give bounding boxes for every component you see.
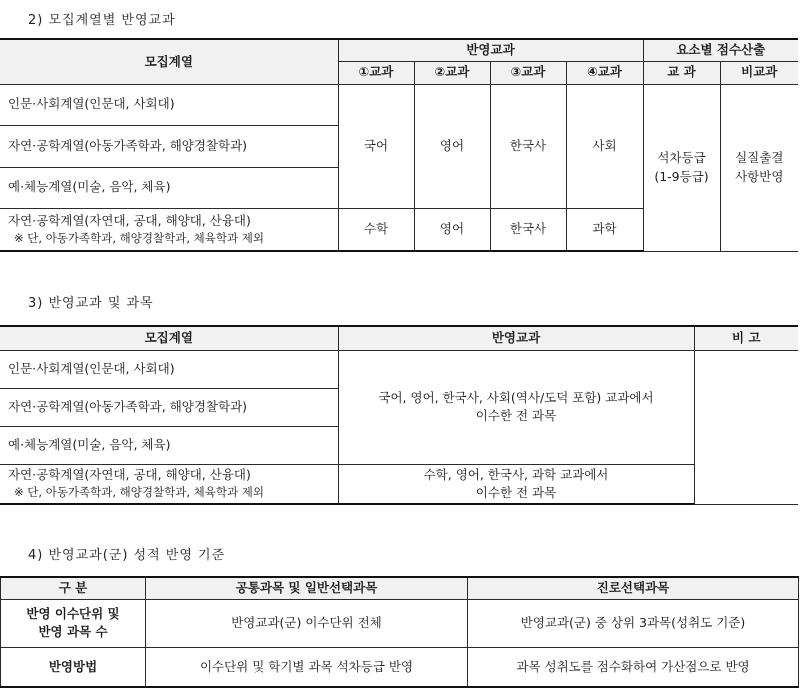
header-non-subject-col: 비교과 <box>720 61 798 84</box>
header-group: 모집계열 <box>0 39 338 84</box>
subject-courses-table <box>0 325 798 505</box>
subject-by-group-table <box>0 38 798 252</box>
section4-title: 4) 반영교과(군) 성적 반영 기준 <box>28 548 226 563</box>
remark-cell <box>694 350 798 504</box>
scoring-subject-line2: (1-9등급) <box>654 168 709 184</box>
group-row-note: ※ 단, 아동가족학과, 해양경찰학과, 체육학과 제외 <box>14 230 264 245</box>
subject-a-2: 영어 <box>414 84 490 208</box>
group-row: 자연·공학계열(아동가족학과, 해양경찰학과) <box>0 125 338 167</box>
scoring-non-subject <box>720 84 798 251</box>
header-subjects: 반영교과 <box>338 326 694 350</box>
group-row: 인문·사회계열(인문대, 사회대) <box>0 84 338 125</box>
header-col3: ③교과 <box>490 61 566 84</box>
section3-title: 3) 반영교과 및 과목 <box>28 296 154 311</box>
header-subject-col: 교 과 <box>643 61 720 84</box>
row-head-units-line2: 반영 과목 수 <box>38 624 108 639</box>
method-career: 과목 성취도를 점수화하여 가산점으로 반영 <box>468 647 799 687</box>
header-col1: ①교과 <box>338 61 414 84</box>
scoring-non-line2: 사항반영 <box>735 168 784 184</box>
group-row-note: ※ 단, 아동가족학과, 해양경찰학과, 체육학과 제외 <box>14 485 264 500</box>
subjects-b <box>338 464 694 504</box>
group-row: 인문·사회계열(인문대, 사회대) <box>0 350 338 388</box>
group-row: 예·체능계열(미술, 음악, 체육) <box>0 426 338 464</box>
subject-b-2: 영어 <box>414 208 490 251</box>
header-career: 진로선택과목 <box>468 577 799 599</box>
subject-a-1: 국어 <box>338 84 414 208</box>
subject-b-1: 수학 <box>338 208 414 251</box>
header-scoring: 요소별 점수산출 <box>643 39 798 61</box>
scoring-subject-line1: 석차등급 <box>657 150 706 166</box>
units-career: 반영교과(군) 중 상위 3과목(성취도 기준) <box>468 599 799 647</box>
group-row <box>0 464 338 504</box>
row-head-units-line1: 반영 이수단위 및 <box>26 605 120 621</box>
group-row: 자연·공학계열(아동가족학과, 해양경찰학과) <box>0 388 338 426</box>
header-division: 구 분 <box>1 577 146 599</box>
header-remark: 비 고 <box>694 326 798 350</box>
section2-title: 2) 모집계열별 반영교과 <box>28 13 176 28</box>
subjects-a-line1: 국어, 영어, 한국사, 사회(역사/도덕 포함) 교과에서 <box>378 389 654 405</box>
subject-a-3: 한국사 <box>490 84 566 208</box>
header-col2: ②교과 <box>414 61 490 84</box>
subjects-a <box>338 350 694 464</box>
subjects-b-line1: 수학, 영어, 한국사, 과학 교과에서 <box>423 466 609 482</box>
header-group: 모집계열 <box>0 326 338 350</box>
subject-a-4: 사회 <box>566 84 643 208</box>
group-row-label: 자연·공학계열(자연대, 공대, 해양대, 산융대) <box>8 467 251 483</box>
scoring-non-line1: 실질출결 <box>735 150 784 166</box>
subjects-b-line2: 이수한 전 과목 <box>475 484 557 500</box>
scoring-subject <box>643 84 720 251</box>
group-row-label: 자연·공학계열(자연대, 공대, 해양대, 산융대) <box>8 212 251 228</box>
group-row: 예·체능계열(미술, 음악, 체육) <box>0 167 338 208</box>
subject-b-3: 한국사 <box>490 208 566 251</box>
header-common: 공통과목 및 일반선택과목 <box>146 577 468 599</box>
header-col4: ④교과 <box>566 61 643 84</box>
subject-b-4: 과학 <box>566 208 643 251</box>
subjects-a-line2: 이수한 전 과목 <box>475 408 557 423</box>
header-subjects: 반영교과 <box>338 39 643 61</box>
method-common: 이수단위 및 학기별 과목 석차등급 반영 <box>146 647 468 687</box>
group-row <box>0 208 338 251</box>
grade-criteria-table <box>0 576 799 688</box>
row-head-units <box>1 599 146 647</box>
row-head-method: 반영방법 <box>1 647 146 687</box>
units-common: 반영교과(군) 이수단위 전체 <box>146 599 468 647</box>
